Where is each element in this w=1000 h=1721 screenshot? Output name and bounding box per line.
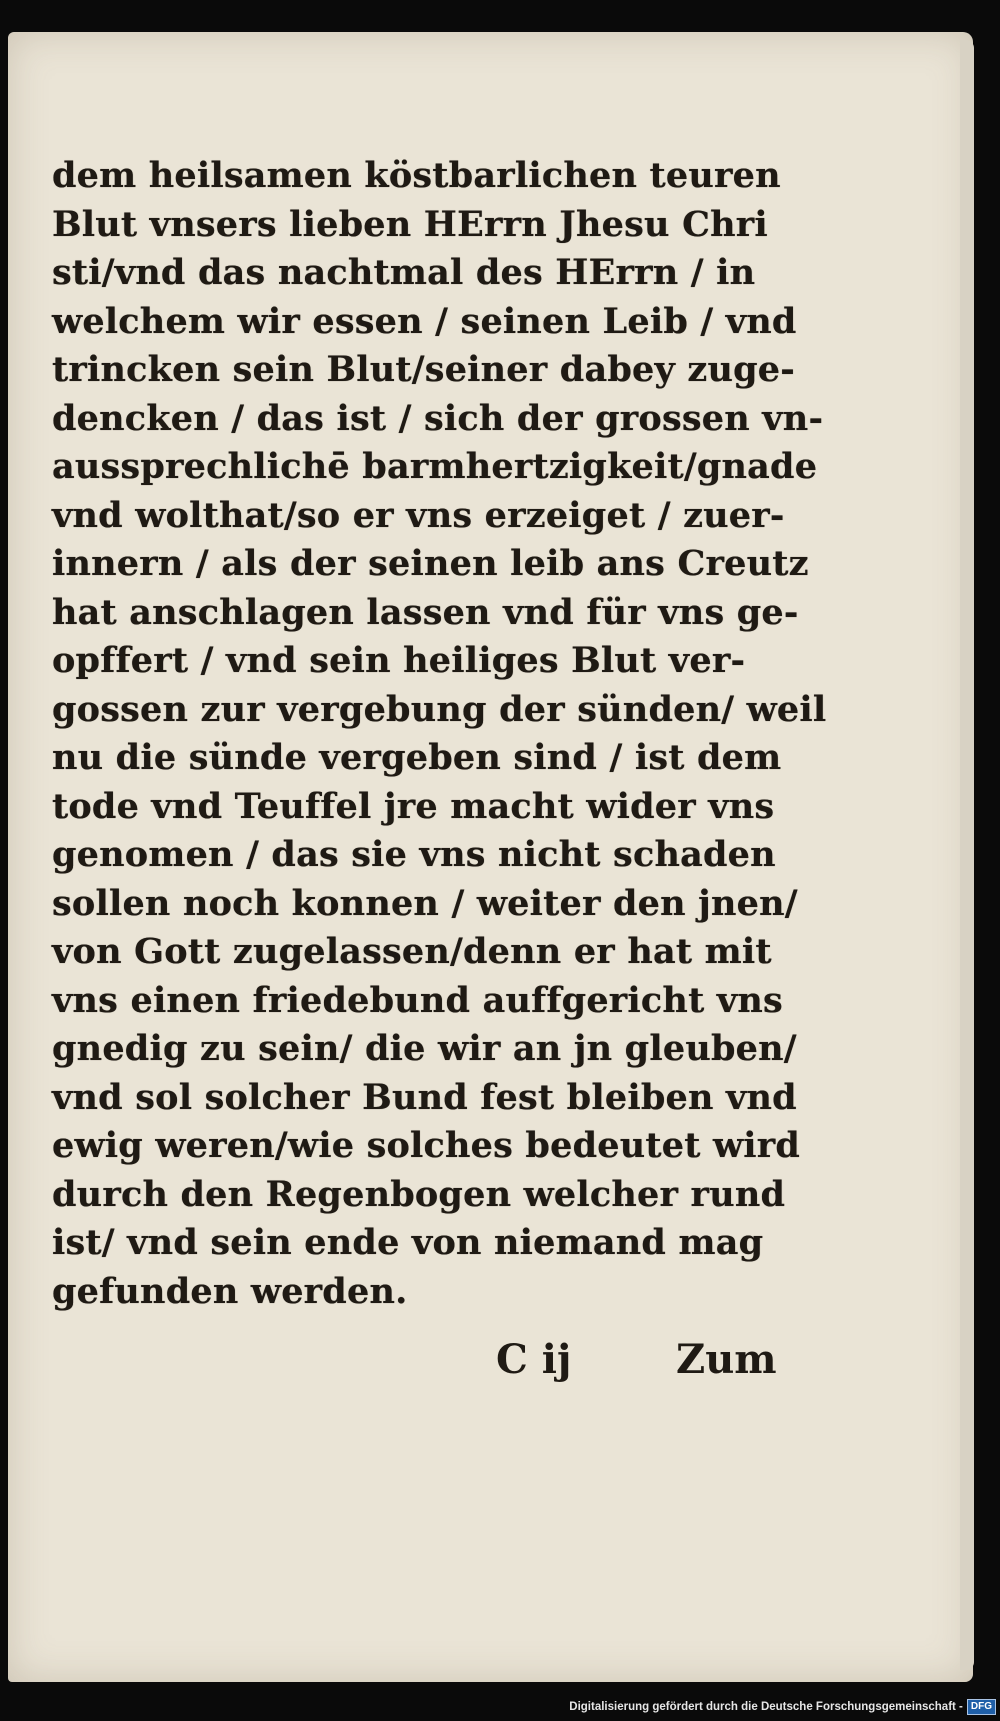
text-line: hat anschlagen lassen vnd für vns ge- — [52, 591, 799, 633]
funding-notice: Digitalisierung gefördert durch die Deutsche Forschungsgemeinschaft - — [569, 1701, 963, 1713]
text-line: dem heilsamen köstbarlichen teuren — [52, 155, 781, 196]
text-line: ist/ vnd sein ende von niemand mag — [52, 1222, 764, 1263]
text-line: nu die sünde vergeben sind / ist dem — [52, 737, 782, 778]
signature-mark: C ij — [496, 1336, 572, 1383]
page-edge — [960, 40, 974, 1670]
text-line: genomen / das sie vns nicht schaden — [52, 834, 776, 875]
catchword: Zum — [676, 1336, 777, 1383]
text-line: vnd sol solcher Bund fest bleiben vnd — [52, 1076, 797, 1118]
text-line: durch den Regenbogen welcher rund — [52, 1173, 786, 1215]
body-text — [52, 152, 827, 1316]
text-line: welchem wir essen / seinen Leib / vnd — [52, 300, 797, 342]
text-line: Blut vnsers lieben HErrn Jhesu Chri — [52, 203, 768, 245]
digitization-footer — [569, 1695, 996, 1719]
text-line: aussprechlichē barmhertzigkeit/gnade — [52, 446, 818, 487]
dfg-logo: DFG — [967, 1699, 996, 1715]
text-line: opffert / vnd sein heiliges Blut ver- — [52, 640, 746, 681]
text-line: von Gott zugelassen/denn er hat mit — [52, 931, 772, 972]
text-line: vnd wolthat/so er vns erzeiget / zuer- — [52, 494, 785, 536]
text-line: dencken / das ist / sich der grossen vn- — [52, 397, 824, 439]
text-line: sti/vnd das nachtmal des HErrn / in — [52, 252, 756, 293]
text-line: gossen zur vergebung der sünden/ weil — [52, 688, 827, 730]
text-line: gnedig zu sein/ die wir an jn gleuben/ — [52, 1028, 797, 1069]
text-line: ewig weren/wie solches bedeutet wird — [52, 1125, 801, 1166]
text-line: gefunden werden. — [52, 1270, 408, 1312]
text-line: sollen noch konnen / weiter den jnen/ — [52, 882, 798, 924]
text-line: trincken sein Blut/seiner dabey zuge- — [52, 349, 795, 390]
signature-line — [0, 1336, 1000, 1396]
text-line: vns einen friedebund auffgericht vns — [52, 979, 783, 1021]
text-line: innern / als der seinen leib ans Creutz — [52, 543, 809, 584]
text-line: tode vnd Teuffel jre macht wider vns — [52, 785, 775, 827]
book-page — [8, 32, 973, 1682]
